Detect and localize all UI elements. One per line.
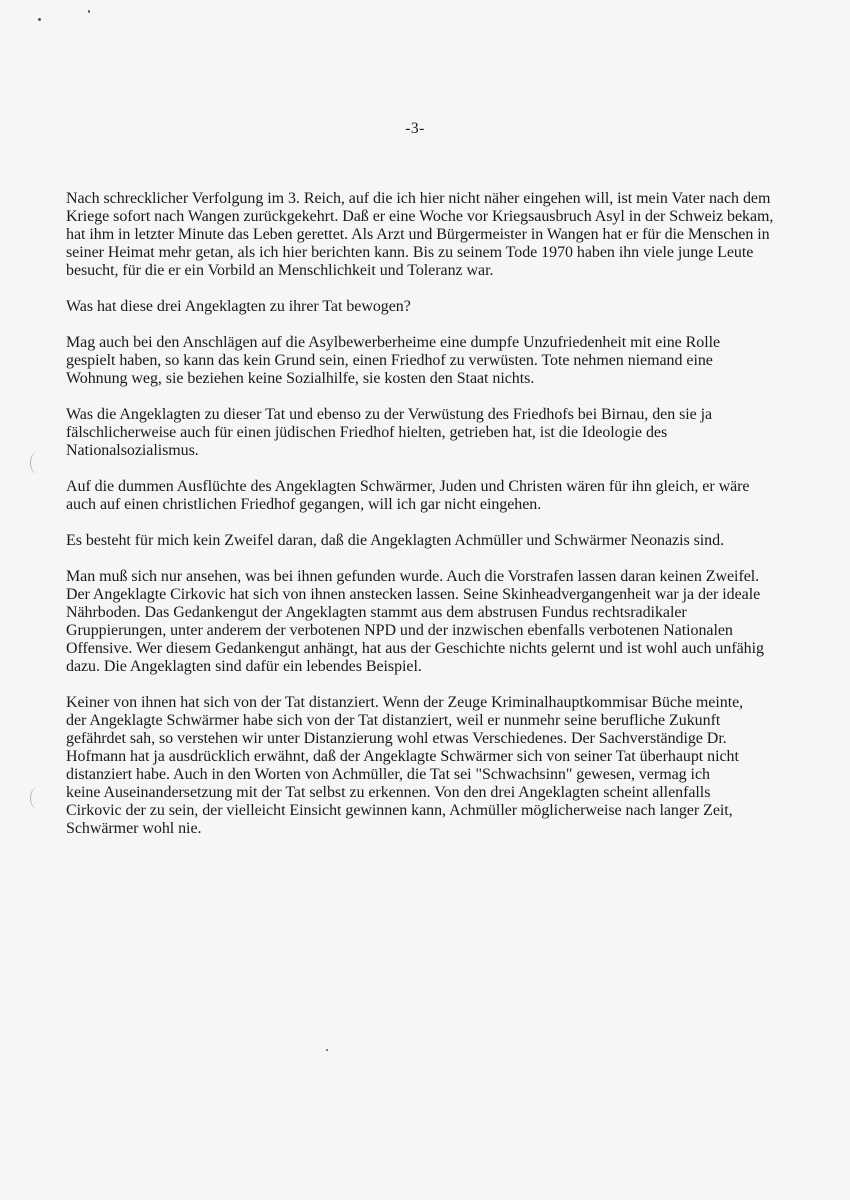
paragraph: Auf die dummen Ausflüchte des Angeklagten Schwärmer, Juden und Christen wären für ihn gleich, er wäre auch auf einen christlichen Friedhof gegangen, will ich gar nicht eingehen. bbox=[66, 478, 750, 513]
paragraph: Man muß sich nur ansehen, was bei ihnen gefunden wurde. Auch die Vorstrafen lassen daran keinen Zweifel. Der Angeklagte Cirkovic hat sich von ihnen anstecken lassen. Seine Skinheadvergangenheit war ja der ideale Nährboden. Das Gedankengut der Angeklagten stammt aus dem abstrusen Fundus rechtsradikaler Gruppierungen, unter anderem der verbotenen NPD und der inzwischen ebenfalls verbotenen Nationalen Offensive. Wer diesem Gedankengut anhängt, hat aus der Geschichte nichts gelernt und ist wohl auch unfähig dazu. Die Angeklagten sind dafür ein lebendes Beispiel. bbox=[66, 568, 764, 675]
paragraph: Was die Angeklagten zu dieser Tat und ebenso zu der Verwüstung des Friedhofs bei Birnau, den sie ja fälschlicherweise auch für einen jüdischen Friedhof hielten, getrieben hat, ist die Ideologie des Nationalsozialismus. bbox=[66, 406, 713, 459]
hole-punch-mark bbox=[30, 452, 45, 474]
scan-speck bbox=[38, 18, 41, 21]
page-number: -3- bbox=[405, 120, 425, 137]
scan-speck bbox=[88, 10, 90, 13]
body-text bbox=[66, 190, 786, 856]
paragraph: Was hat diese drei Angeklagten zu ihrer Tat bewogen? bbox=[66, 298, 411, 315]
paragraph: Keiner von ihnen hat sich von der Tat distanziert. Wenn der Zeuge Kriminalhauptkommisar Büche meinte, der Angeklagte Schwärmer habe sich von der Tat distanziert, weil er nunmehr seine berufliche Zukunft gefährdet sah, so verstehen wir unter Distanzierung wohl etwas Verschiedenes. Der Sachverständige Dr. Hofmann hat ja ausdrücklich erwähnt, daß der Angeklagte Schwärmer sich von seiner Tat überhaupt nicht distanziert habe. Auch in den Worten von Achmüller, die Tat sei "Schwachsinn" gewesen, vermag ich keine Auseinandersetzung mit der Tat selbst zu erkennen. Von den drei Angeklagten scheint allenfalls Cirkovic der zu sein, der vielleicht Einsicht gewinnen kann, Achmüller möglicherweise nach langer Zeit, Schwärmer wohl nie. bbox=[66, 694, 744, 837]
scan-speck bbox=[326, 1049, 328, 1051]
hole-punch-mark bbox=[30, 787, 45, 809]
paragraph: Mag auch bei den Anschlägen auf die Asylbewerberheime eine dumpfe Unzufriedenheit mit eine Rolle gespielt haben, so kann das kein Grund sein, einen Friedhof zu verwüsten. Tote nehmen niemand eine Wohnung weg, sie beziehen keine Sozialhilfe, sie kosten den Staat nichts. bbox=[66, 334, 721, 387]
paragraph: Nach schrecklicher Verfolgung im 3. Reich, auf die ich hier nicht näher eingehen will, ist mein Vater nach dem Kriege sofort nach Wangen zurückgekehrt. Daß er eine Woche vor Kriegsausbruch Asyl in der Schweiz bekam, hat ihm in letzter Minute das Leben gerettet. Als Arzt und Bürgermeister in Wangen hat er für die Menschen in seiner Heimat mehr getan, als ich hier berichten kann. Bis zu seinem Tode 1970 haben ihn viele junge Leute besucht, für die er ein Vorbild an Menschlichkeit und Toleranz war. bbox=[66, 190, 774, 279]
paragraph: Es besteht für mich kein Zweifel daran, daß die Angeklagten Achmüller und Schwärmer Neonazis sind. bbox=[66, 532, 725, 549]
